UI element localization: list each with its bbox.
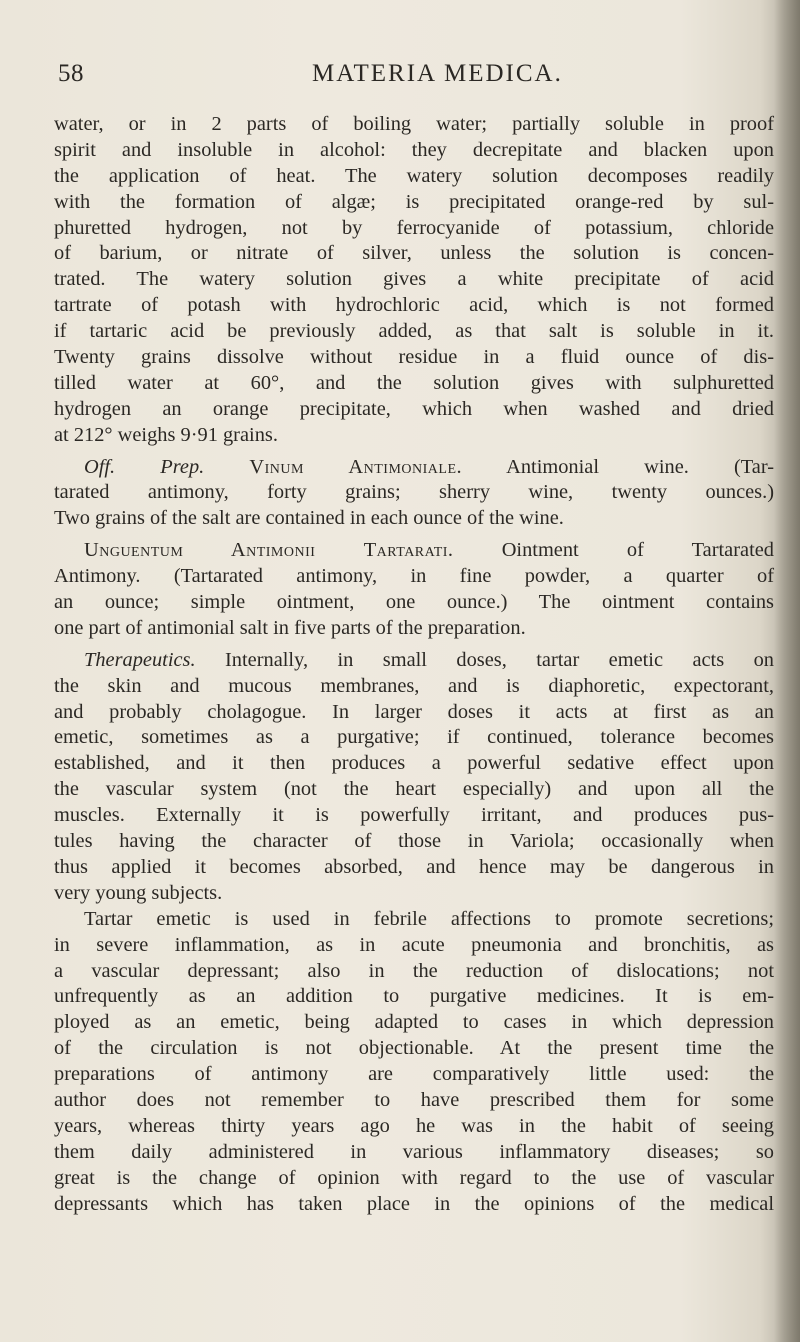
page-header — [0, 60, 800, 100]
text-line: one part of antimonial salt in five parts of the preparation. — [54, 616, 526, 639]
text-line: author does not remember to have prescribed them for some — [54, 1088, 774, 1111]
text-line: of the circulation is not objectionable. At the present time the — [54, 1037, 774, 1060]
text-line: an ounce; simple ointment, one ounce.) The ointment contains — [54, 591, 774, 614]
text-line: tules having the character of those in Variola; occasionally when — [54, 830, 774, 853]
text-line: tartrate of potash with hydrochloric acid, which is not formed — [54, 294, 774, 317]
text-line: Tartar emetic is used in febrile affections to promote secretions; — [84, 907, 774, 930]
text-line: the skin and mucous membranes, and is diaphoretic, expectorant, — [54, 674, 774, 697]
text-line: tarated antimony, forty grains; sherry wine, twenty ounces.) — [54, 481, 774, 504]
paragraph-official-preparation — [54, 455, 774, 533]
page-edge-shadow — [774, 0, 800, 1342]
text-line: Two grains of the salt are contained in each ounce of the wine. — [54, 507, 564, 530]
text-line: spirit and insoluble in alcohol: they decrepitate and blacken upon — [54, 138, 774, 161]
text-line: and probably cholagogue. In larger doses it acts at first as an — [54, 700, 774, 723]
text-line: established, and it then produces a powerful sedative effect upon — [54, 752, 774, 775]
text-run: Internally, in small doses, tartar emetic acts on — [225, 648, 774, 671]
text-run: Antimonial wine. (Tar- — [506, 455, 774, 478]
text-line: tilled water at 60°, and the solution gives with sulphuretted — [54, 371, 774, 394]
text-line: phuretted hydrogen, not by ferrocyanide of potassium, chloride — [54, 216, 774, 239]
text-line: at 212° weighs 9·91 grains. — [54, 423, 278, 446]
text-line: very young subjects. — [54, 881, 223, 904]
paragraph-uses — [54, 907, 774, 1218]
paragraph-ointment — [54, 538, 774, 642]
text-line: a vascular depressant; also in the reduction of dislocations; not — [54, 959, 774, 982]
preparation-name: Vinum Antimoniale. — [249, 455, 463, 478]
text-line — [54, 538, 774, 564]
text-line: water, or in 2 parts of boiling water; partially soluble in proof — [54, 113, 774, 135]
text-line: them daily administered in various inflammatory diseases; so — [54, 1140, 774, 1163]
paragraph-description — [54, 112, 774, 449]
text-line: in severe inflammation, as in acute pneumonia and bronchitis, as — [54, 933, 774, 956]
running-head: MATERIA MEDICA. — [312, 60, 563, 87]
text-line: unfrequently as an addition to purgative medicines. It is em- — [54, 985, 774, 1008]
text-line — [54, 648, 774, 674]
text-line: years, whereas thirty years ago he was in the habit of seeing — [54, 1114, 774, 1137]
text-line: if tartaric acid be previously added, as that salt is soluble in it. — [54, 320, 774, 343]
text-line: Twenty grains dissolve without residue in a fluid ounce of dis- — [54, 346, 774, 369]
text-line: trated. The watery solution gives a white precipitate of acid — [54, 268, 774, 291]
text-line: with the formation of algæ; is precipitated orange-red by sul- — [54, 190, 774, 213]
text-line: the vascular system (not the heart especially) and upon all the — [54, 778, 774, 801]
text-line: hydrogen an orange precipitate, which when washed and dried — [54, 397, 774, 420]
text-line — [54, 455, 774, 481]
text-line: emetic, sometimes as a purgative; if continued, tolerance becomes — [54, 726, 774, 749]
paragraph-therapeutics — [54, 648, 774, 907]
text-line: the application of heat. The watery solution decomposes readily — [54, 164, 774, 187]
text-line: preparations of antimony are comparatively little used: the — [54, 1063, 774, 1086]
text-run: Ointment of Tartarated — [501, 539, 774, 562]
page-number: 58 — [58, 60, 84, 87]
text-line: Antimony. (Tartarated antimony, in fine powder, a quarter of — [54, 565, 774, 588]
text-line: of barium, or nitrate of silver, unless the solution is concen- — [54, 242, 774, 265]
italic-lead: Therapeutics. — [84, 648, 196, 671]
text-line: great is the change of opinion with regard to the use of vascular — [54, 1166, 774, 1189]
text-line: depressants which has taken place in the opinions of the medical — [54, 1192, 774, 1215]
preparation-name: Unguentum Antimonii Tartarati. — [84, 539, 454, 562]
text-line: thus applied it becomes absorbed, and hence may be dangerous in — [54, 855, 774, 878]
italic-lead: Off. Prep. — [84, 455, 205, 478]
text-line: ployed as an emetic, being adapted to cases in which depression — [54, 1011, 774, 1034]
text-line: muscles. Externally it is powerfully irritant, and produces pus- — [54, 804, 774, 827]
body-text — [54, 112, 774, 1217]
